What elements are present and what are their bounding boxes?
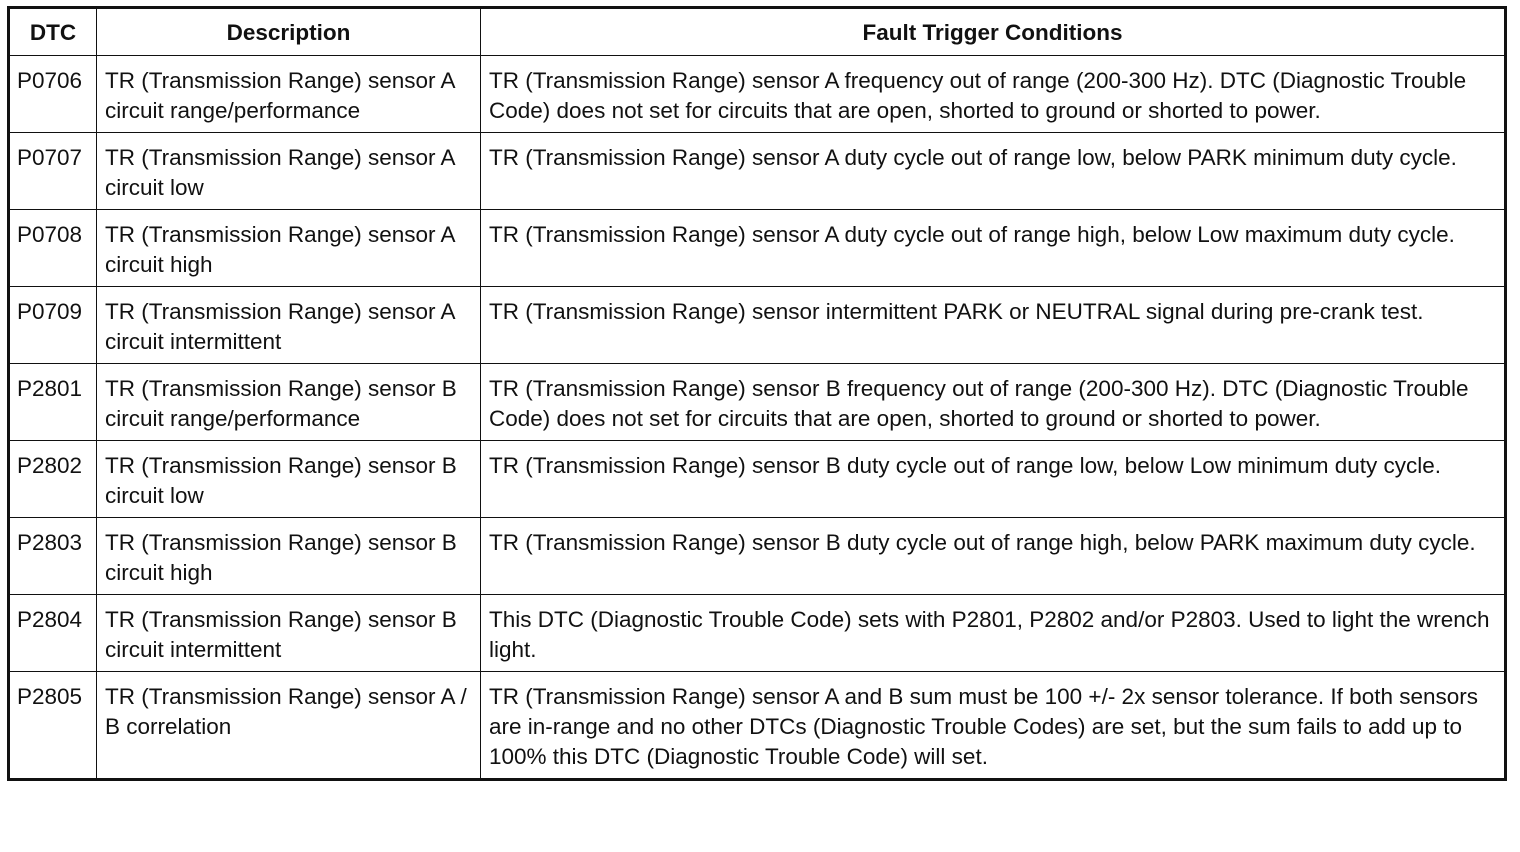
dtc-code: P0707: [9, 133, 97, 210]
dtc-code: P2804: [9, 595, 97, 672]
table-row: [9, 287, 1506, 364]
dtc-conditions: TR (Transmission Range) sensor intermittent PARK or NEUTRAL signal during pre-crank test.: [481, 287, 1506, 364]
dtc-code: P0709: [9, 287, 97, 364]
dtc-conditions: TR (Transmission Range) sensor A and B sum must be 100 +/- 2x sensor tolerance. If both sensors are in-range and no other DTCs (Diagnostic Trouble Codes) are set, but the sum fails to add up to 100% this DTC (Diagnostic Trouble Code) will set.: [481, 672, 1506, 780]
dtc-description: TR (Transmission Range) sensor B circuit high: [97, 518, 481, 595]
dtc-table: [7, 6, 1507, 781]
header-conditions: Fault Trigger Conditions: [481, 8, 1506, 56]
table-row: [9, 518, 1506, 595]
table-row: [9, 364, 1506, 441]
dtc-conditions: This DTC (Diagnostic Trouble Code) sets with P2801, P2802 and/or P2803. Used to light the wrench light.: [481, 595, 1506, 672]
dtc-description: TR (Transmission Range) sensor B circuit range/performance: [97, 364, 481, 441]
dtc-description: TR (Transmission Range) sensor B circuit intermittent: [97, 595, 481, 672]
header-dtc: DTC: [9, 8, 97, 56]
dtc-conditions: TR (Transmission Range) sensor B duty cycle out of range high, below PARK maximum duty cycle.: [481, 518, 1506, 595]
dtc-code: P2801: [9, 364, 97, 441]
dtc-conditions: TR (Transmission Range) sensor B frequency out of range (200-300 Hz). DTC (Diagnostic Trouble Code) does not set for circuits that are open, shorted to ground or shorted to power.: [481, 364, 1506, 441]
dtc-description: TR (Transmission Range) sensor A circuit low: [97, 133, 481, 210]
dtc-description: TR (Transmission Range) sensor A circuit intermittent: [97, 287, 481, 364]
table-row: [9, 672, 1506, 780]
dtc-description: TR (Transmission Range) sensor A / B correlation: [97, 672, 481, 780]
header-description: Description: [97, 8, 481, 56]
table-row: [9, 56, 1506, 133]
table-row: [9, 441, 1506, 518]
dtc-conditions: TR (Transmission Range) sensor A frequency out of range (200-300 Hz). DTC (Diagnostic Trouble Code) does not set for circuits that are open, shorted to ground or shorted to power.: [481, 56, 1506, 133]
dtc-conditions: TR (Transmission Range) sensor B duty cycle out of range low, below Low minimum duty cycle.: [481, 441, 1506, 518]
table-row: [9, 133, 1506, 210]
table-row: [9, 595, 1506, 672]
table-header-row: [9, 8, 1506, 56]
dtc-code: P2803: [9, 518, 97, 595]
dtc-description: TR (Transmission Range) sensor B circuit low: [97, 441, 481, 518]
dtc-code: P2805: [9, 672, 97, 780]
dtc-description: TR (Transmission Range) sensor A circuit high: [97, 210, 481, 287]
dtc-description: TR (Transmission Range) sensor A circuit range/performance: [97, 56, 481, 133]
table-row: [9, 210, 1506, 287]
dtc-code: P0708: [9, 210, 97, 287]
dtc-conditions: TR (Transmission Range) sensor A duty cycle out of range low, below PARK minimum duty cycle.: [481, 133, 1506, 210]
dtc-code: P0706: [9, 56, 97, 133]
dtc-conditions: TR (Transmission Range) sensor A duty cycle out of range high, below Low maximum duty cycle.: [481, 210, 1506, 287]
dtc-code: P2802: [9, 441, 97, 518]
